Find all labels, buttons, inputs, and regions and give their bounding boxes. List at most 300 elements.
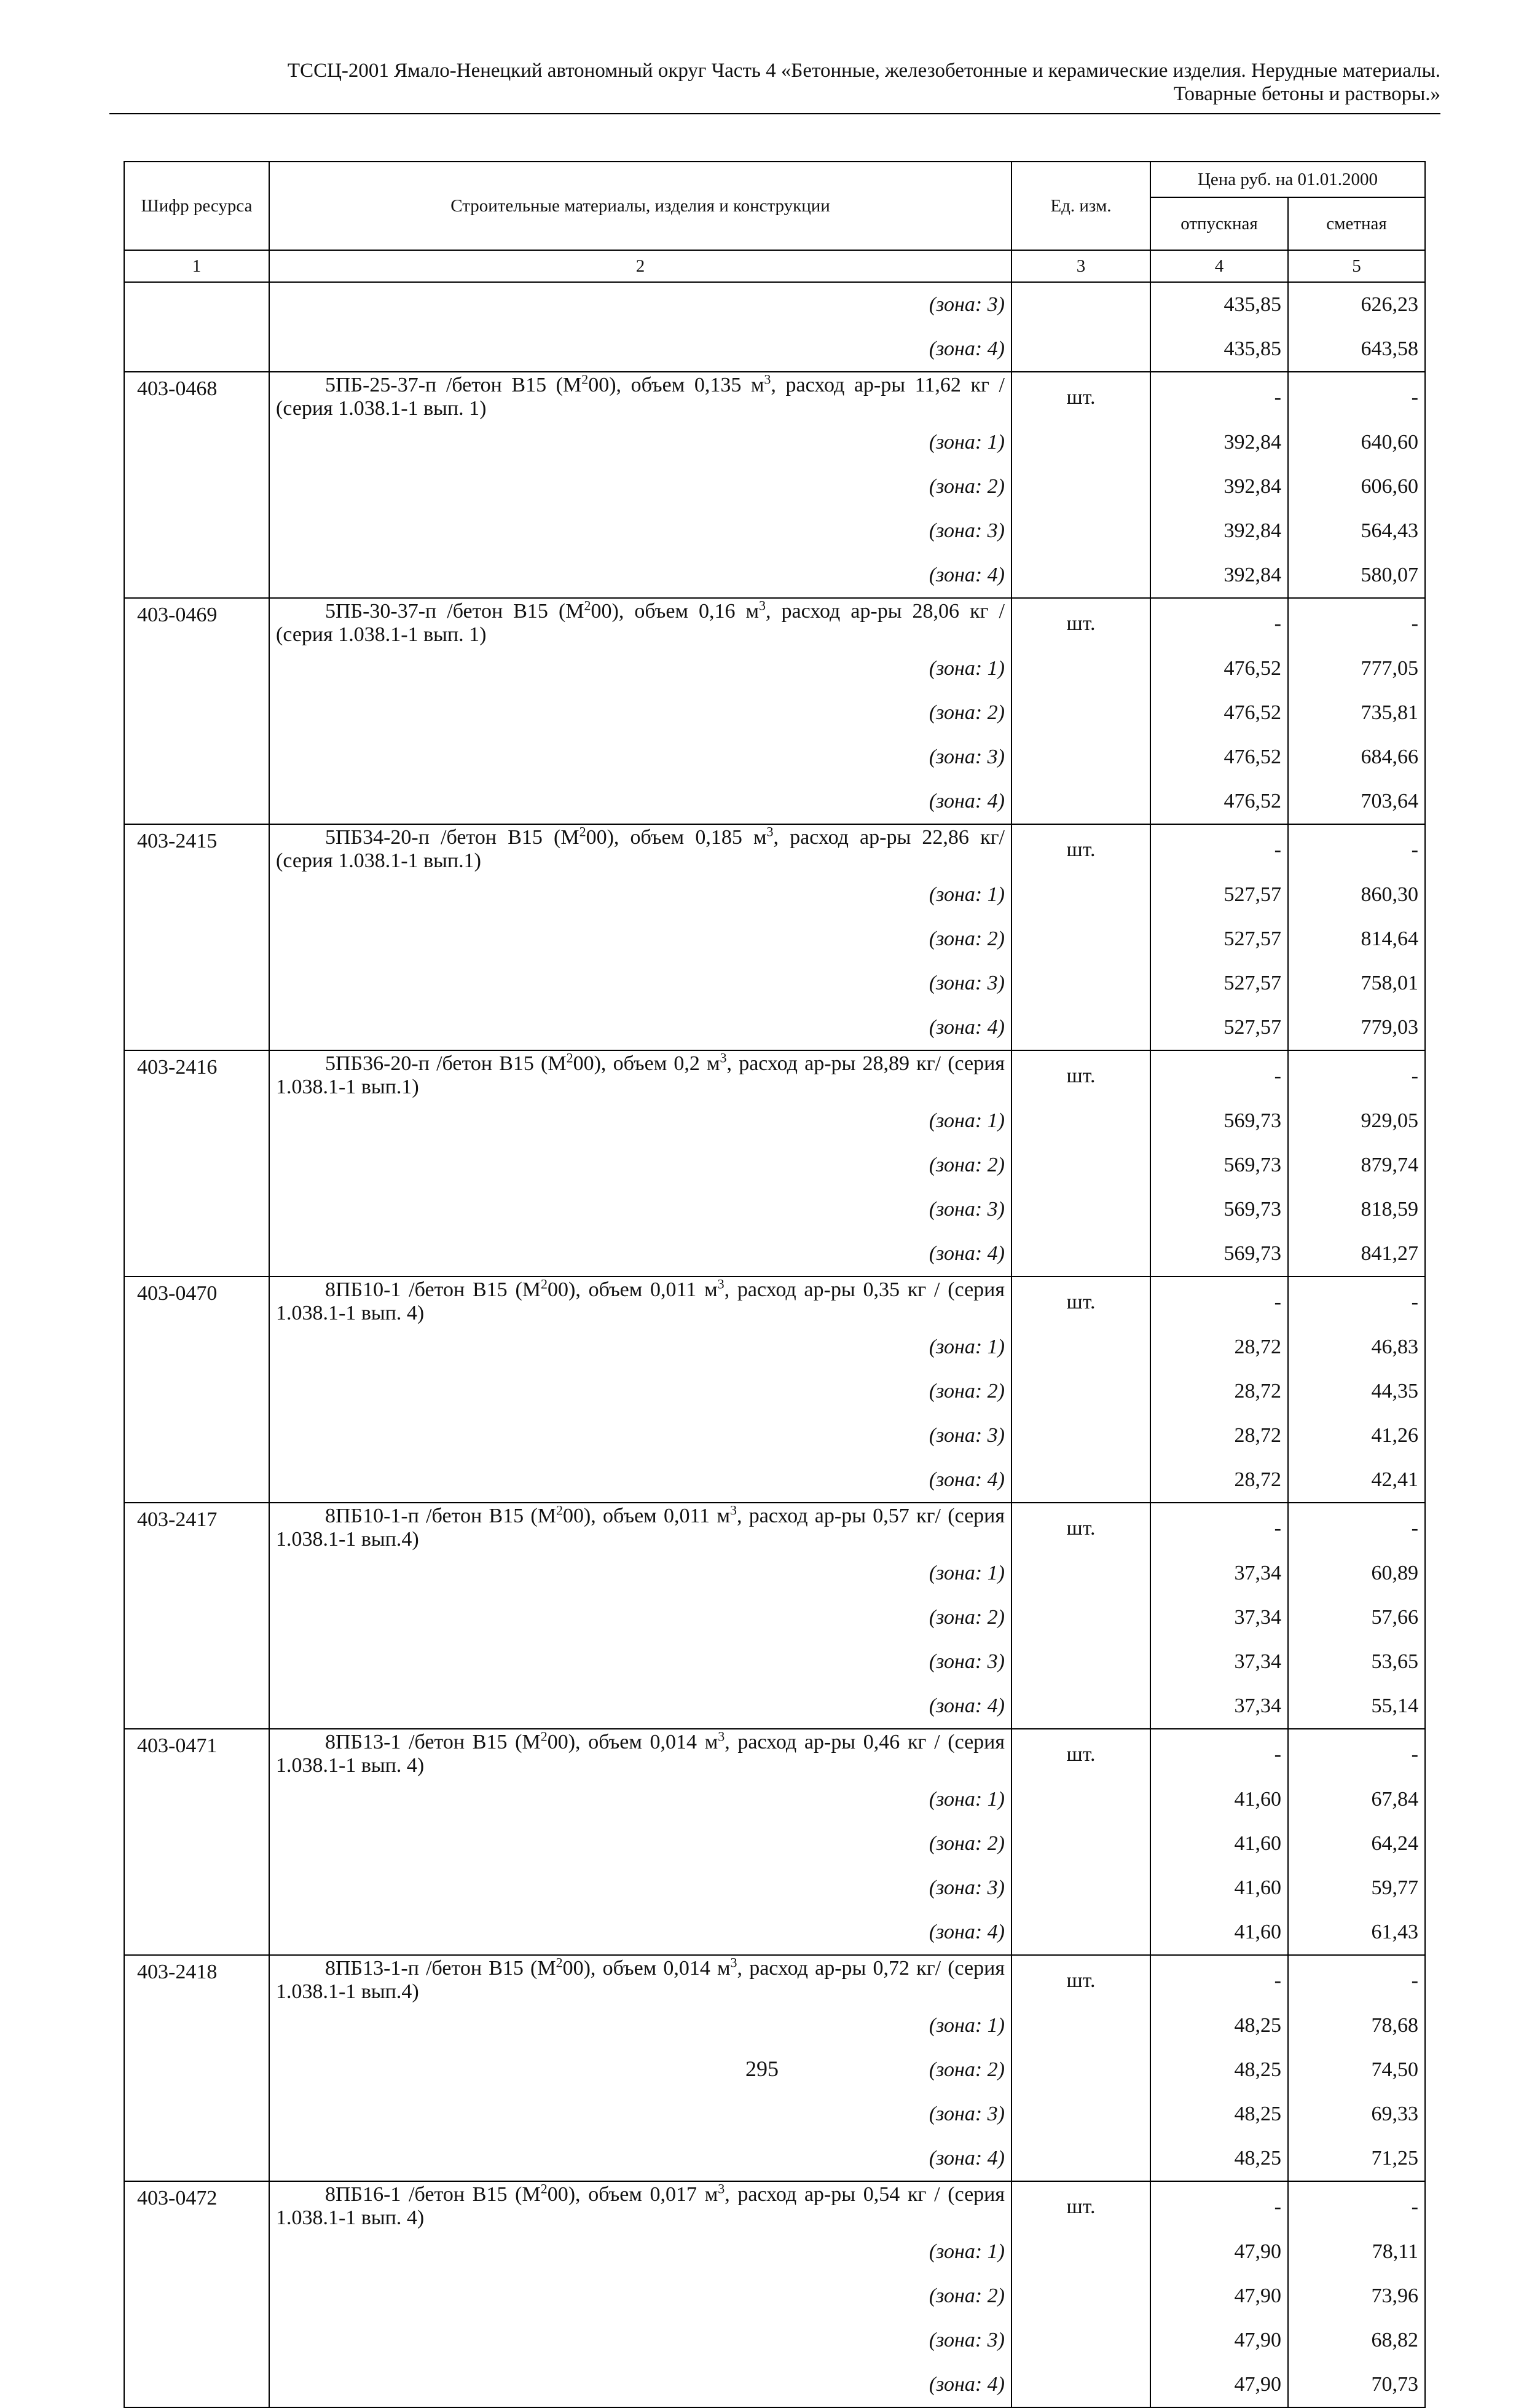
resource-code-cell: [124, 2004, 269, 2048]
release-price: 28,72: [1150, 1369, 1288, 1414]
col-number: 4: [1150, 250, 1288, 282]
release-price: 392,84: [1150, 509, 1288, 553]
release-price: 48,25: [1150, 2004, 1288, 2048]
release-price: 392,84: [1150, 420, 1288, 465]
release-price: 527,57: [1150, 961, 1288, 1005]
zone-row: [124, 961, 1425, 1005]
resource-code-cell: [124, 1232, 269, 1277]
unit-cell: [1011, 1232, 1150, 1277]
resource-code-cell: [124, 420, 269, 465]
description-text: 00), объем 0,017 м: [547, 2183, 718, 2206]
description-text: , расход ар-ры 28,89 кг/ (серия 1.038.1-1 вып.1): [276, 1052, 1005, 1098]
superscript: 2: [556, 1954, 563, 1970]
estimate-price: 55,14: [1288, 1684, 1425, 1729]
unit-cell: [1011, 691, 1150, 735]
zone-row: [124, 691, 1425, 735]
release-price: 527,57: [1150, 873, 1288, 917]
superscript: 3: [764, 371, 771, 387]
unit-cell: шт.: [1011, 1729, 1150, 1777]
table-body: [124, 282, 1425, 2407]
zone-row: [124, 735, 1425, 779]
unit-cell: [1011, 779, 1150, 824]
zone-row: [124, 1458, 1425, 1503]
release-price: 48,25: [1150, 2048, 1288, 2092]
resource-code-cell: [124, 1777, 269, 1822]
col-header-code: Шифр ресурса: [124, 162, 269, 250]
release-price: 28,72: [1150, 1458, 1288, 1503]
resource-code-cell: [124, 735, 269, 779]
zone-label: (зона: 3): [269, 1640, 1011, 1684]
estimate-price: -: [1288, 1955, 1425, 2004]
item-description: [269, 1729, 1011, 1777]
release-price: 569,73: [1150, 1143, 1288, 1187]
zone-row: [124, 327, 1425, 372]
estimate-price: 580,07: [1288, 553, 1425, 598]
unit-cell: шт.: [1011, 2181, 1150, 2230]
zone-row: [124, 1099, 1425, 1143]
release-price: 47,90: [1150, 2230, 1288, 2274]
zone-label: (зона: 4): [269, 1232, 1011, 1277]
estimate-price: 42,41: [1288, 1458, 1425, 1503]
estimate-price: 59,77: [1288, 1866, 1425, 1910]
estimate-price: 41,26: [1288, 1414, 1425, 1458]
estimate-price: 60,89: [1288, 1551, 1425, 1595]
description-text: 00), объем 0,16 м: [591, 600, 760, 623]
superscript: 3: [766, 824, 774, 840]
description-text: , расход ар-ры 0,35 кг / (серия 1.038.1-1 вып. 4): [276, 1278, 1005, 1324]
resource-code-cell: [124, 509, 269, 553]
zone-label: (зона: 4): [269, 1458, 1011, 1503]
unit-cell: [1011, 1414, 1150, 1458]
item-description: [269, 2181, 1011, 2230]
zone-row: [124, 553, 1425, 598]
zone-label: (зона: 1): [269, 2004, 1011, 2048]
release-price: 569,73: [1150, 1232, 1288, 1277]
estimate-price: -: [1288, 1729, 1425, 1777]
unit-cell: [1011, 327, 1150, 372]
zone-row: [124, 2318, 1425, 2363]
resource-code-cell: [124, 2363, 269, 2407]
item-description: [269, 1955, 1011, 2004]
resource-code-cell: [124, 1640, 269, 1684]
description-text: 00), объем 0,011 м: [562, 1505, 730, 1527]
description-text: 8ПБ16-1 /бетон В15 (М: [325, 2183, 541, 2206]
release-price: 47,90: [1150, 2318, 1288, 2363]
estimate-price: 703,64: [1288, 779, 1425, 824]
header-line-2: Товарные бетоны и растворы.»: [1173, 83, 1440, 105]
resource-code-cell: [124, 327, 269, 372]
zone-label: (зона: 1): [269, 873, 1011, 917]
unit-cell: [1011, 1551, 1150, 1595]
estimate-price: 879,74: [1288, 1143, 1425, 1187]
release-price: 37,34: [1150, 1640, 1288, 1684]
release-price: -: [1150, 1729, 1288, 1777]
release-price: 48,25: [1150, 2092, 1288, 2136]
item-row: [124, 1050, 1425, 1099]
description-text: 00), объем 0,014 м: [562, 1957, 731, 1980]
zone-row: [124, 1369, 1425, 1414]
resource-code: 403-2415: [124, 824, 269, 873]
estimate-price: -: [1288, 824, 1425, 873]
zone-row: [124, 1822, 1425, 1866]
estimate-price: 684,66: [1288, 735, 1425, 779]
estimate-price: 735,81: [1288, 691, 1425, 735]
header-line-1: ТССЦ-2001 Ямало-Ненецкий автономный округ Часть 4 «Бетонные, железобетонные и керамические изделия. Нерудные материалы.: [287, 60, 1440, 82]
resource-code-cell: [124, 1099, 269, 1143]
col-header-estimate: сметная: [1288, 197, 1425, 250]
resource-code-cell: [124, 2092, 269, 2136]
release-price: 47,90: [1150, 2363, 1288, 2407]
estimate-price: 643,58: [1288, 327, 1425, 372]
unit-cell: [1011, 1684, 1150, 1729]
zone-label: (зона: 3): [269, 1866, 1011, 1910]
estimate-price: 779,03: [1288, 1005, 1425, 1050]
unit-cell: [1011, 1866, 1150, 1910]
description-text: 5ПБ34-20-п /бетон В15 (М: [325, 826, 579, 849]
zone-row: [124, 917, 1425, 961]
resource-code-cell: [124, 1458, 269, 1503]
superscript: 3: [718, 2181, 725, 2197]
zone-row: [124, 2274, 1425, 2318]
resource-code-cell: [124, 1325, 269, 1369]
estimate-price: 78,68: [1288, 2004, 1425, 2048]
item-description: [269, 372, 1011, 420]
release-price: -: [1150, 1955, 1288, 2004]
unit-cell: шт.: [1011, 372, 1150, 420]
description-text: , расход ар-ры 11,62 кг / (серия 1.038.1-1 вып. 1): [276, 374, 1005, 420]
unit-cell: шт.: [1011, 1050, 1150, 1099]
resource-code-cell: [124, 1414, 269, 1458]
resource-code: 403-2416: [124, 1050, 269, 1099]
resource-code-cell: [124, 1822, 269, 1866]
description-text: , расход ар-ры 28,06 кг / (серия 1.038.1-1 вып. 1): [276, 600, 1005, 646]
release-price: 435,85: [1150, 282, 1288, 327]
release-price: 37,34: [1150, 1551, 1288, 1595]
description-text: , расход ар-ры 0,57 кг/ (серия 1.038.1-1 вып.4): [276, 1505, 1005, 1551]
resource-code-cell: [124, 1866, 269, 1910]
col-header-unit: Ед. изм.: [1011, 162, 1150, 250]
zone-row: [124, 647, 1425, 691]
release-price: 527,57: [1150, 1005, 1288, 1050]
zone-row: [124, 1684, 1425, 1729]
zone-label: (зона: 1): [269, 1551, 1011, 1595]
estimate-price: -: [1288, 2181, 1425, 2230]
estimate-price: 69,33: [1288, 2092, 1425, 2136]
zone-label: (зона: 1): [269, 647, 1011, 691]
zone-label: (зона: 4): [269, 553, 1011, 598]
release-price: 37,34: [1150, 1684, 1288, 1729]
col-header-price: Цена руб. на 01.01.2000: [1150, 162, 1425, 197]
zone-row: [124, 2092, 1425, 2136]
estimate-price: 818,59: [1288, 1187, 1425, 1232]
col-number: 3: [1011, 250, 1150, 282]
unit-cell: [1011, 1822, 1150, 1866]
table-header: [124, 162, 1425, 282]
release-price: 435,85: [1150, 327, 1288, 372]
superscript: 3: [718, 1728, 725, 1744]
resource-code: 403-0470: [124, 1277, 269, 1325]
unit-cell: [1011, 1910, 1150, 1955]
item-description: [269, 824, 1011, 873]
unit-cell: [1011, 2004, 1150, 2048]
estimate-price: 606,60: [1288, 465, 1425, 509]
resource-code: 403-0471: [124, 1729, 269, 1777]
description-text: , расход ар-ры 22,86 кг/ (серия 1.038.1-1 вып.1): [276, 826, 1005, 872]
zone-row: [124, 1777, 1425, 1822]
estimate-price: 640,60: [1288, 420, 1425, 465]
resource-code-cell: [124, 647, 269, 691]
zone-label: (зона: 4): [269, 2136, 1011, 2181]
unit-cell: [1011, 917, 1150, 961]
unit-cell: [1011, 1099, 1150, 1143]
zone-label: (зона: 1): [269, 420, 1011, 465]
zone-label: (зона: 4): [269, 779, 1011, 824]
zone-label: (зона: 2): [269, 691, 1011, 735]
item-row: [124, 1729, 1425, 1777]
zone-row: [124, 1595, 1425, 1640]
unit-cell: [1011, 509, 1150, 553]
running-header: [109, 59, 1440, 106]
estimate-price: 74,50: [1288, 2048, 1425, 2092]
unit-cell: [1011, 2363, 1150, 2407]
description-text: 8ПБ10-1 /бетон В15 (М: [325, 1278, 541, 1301]
zone-row: [124, 1866, 1425, 1910]
zone-label: (зона: 3): [269, 509, 1011, 553]
resource-code: 403-0472: [124, 2181, 269, 2230]
col-header-release: отпускная: [1150, 197, 1288, 250]
estimate-price: 814,64: [1288, 917, 1425, 961]
zone-label: (зона: 1): [269, 1325, 1011, 1369]
estimate-price: 929,05: [1288, 1099, 1425, 1143]
zone-label: (зона: 4): [269, 327, 1011, 372]
unit-cell: [1011, 1005, 1150, 1050]
resource-code-cell: [124, 465, 269, 509]
unit-cell: [1011, 2092, 1150, 2136]
zone-row: [124, 2363, 1425, 2407]
estimate-price: 860,30: [1288, 873, 1425, 917]
release-price: 569,73: [1150, 1187, 1288, 1232]
description-text: 5ПБ-25-37-п /бетон В15 (М: [325, 374, 582, 396]
zone-label: (зона: 2): [269, 1595, 1011, 1640]
unit-cell: [1011, 1458, 1150, 1503]
unit-cell: шт.: [1011, 824, 1150, 873]
estimate-price: 61,43: [1288, 1910, 1425, 1955]
description-text: 00), объем 0,011 м: [548, 1278, 718, 1301]
resource-code-cell: [124, 691, 269, 735]
zone-row: [124, 282, 1425, 327]
zone-row: [124, 1640, 1425, 1684]
unit-cell: [1011, 1325, 1150, 1369]
zone-label: (зона: 4): [269, 1005, 1011, 1050]
estimate-price: -: [1288, 598, 1425, 647]
zone-row: [124, 2136, 1425, 2181]
unit-cell: [1011, 961, 1150, 1005]
resource-code: 403-2417: [124, 1503, 269, 1551]
zone-row: [124, 1187, 1425, 1232]
description-text: 8ПБ13-1 /бетон В15 (М: [325, 1731, 541, 1753]
release-price: 48,25: [1150, 2136, 1288, 2181]
unit-cell: [1011, 465, 1150, 509]
estimate-price: 53,65: [1288, 1640, 1425, 1684]
zone-label: (зона: 3): [269, 1187, 1011, 1232]
release-price: -: [1150, 598, 1288, 647]
zone-label: (зона: 1): [269, 2230, 1011, 2274]
zone-row: [124, 1910, 1425, 1955]
zone-label: (зона: 1): [269, 1099, 1011, 1143]
item-description: [269, 1050, 1011, 1099]
release-price: 476,52: [1150, 647, 1288, 691]
unit-cell: [1011, 1187, 1150, 1232]
col-number: 1: [124, 250, 269, 282]
item-description: [269, 1503, 1011, 1551]
zone-row: [124, 1414, 1425, 1458]
estimate-price: -: [1288, 1050, 1425, 1099]
zone-row: [124, 1143, 1425, 1187]
resource-code-cell: [124, 1187, 269, 1232]
release-price: 41,60: [1150, 1822, 1288, 1866]
zone-row: [124, 2004, 1425, 2048]
item-row: [124, 1955, 1425, 2004]
zone-label: (зона: 4): [269, 2363, 1011, 2407]
zone-label: (зона: 2): [269, 1143, 1011, 1187]
resource-code-cell: [124, 1684, 269, 1729]
estimate-price: 57,66: [1288, 1595, 1425, 1640]
resource-code-cell: [124, 1143, 269, 1187]
unit-cell: [1011, 647, 1150, 691]
item-row: [124, 598, 1425, 647]
resource-code-cell: [124, 553, 269, 598]
item-row: [124, 1503, 1425, 1551]
description-text: 00), объем 0,014 м: [547, 1731, 718, 1753]
resource-code-cell: [124, 1551, 269, 1595]
release-price: 47,90: [1150, 2274, 1288, 2318]
unit-cell: [1011, 1640, 1150, 1684]
superscript: 2: [556, 1502, 563, 1518]
zone-label: (зона: 3): [269, 2092, 1011, 2136]
zone-row: [124, 779, 1425, 824]
zone-row: [124, 1551, 1425, 1595]
estimate-price: 564,43: [1288, 509, 1425, 553]
resource-code-cell: [124, 2274, 269, 2318]
release-price: 41,60: [1150, 1866, 1288, 1910]
col-number: 2: [269, 250, 1011, 282]
resource-code-cell: [124, 2230, 269, 2274]
unit-cell: [1011, 735, 1150, 779]
item-row: [124, 372, 1425, 420]
release-price: 569,73: [1150, 1099, 1288, 1143]
resource-code-cell: [124, 873, 269, 917]
estimate-price: 73,96: [1288, 2274, 1425, 2318]
zone-label: (зона: 3): [269, 735, 1011, 779]
estimate-price: 78,11: [1288, 2230, 1425, 2274]
zone-label: (зона: 4): [269, 1684, 1011, 1729]
superscript: 2: [579, 824, 586, 840]
resource-code-cell: [124, 1005, 269, 1050]
estimate-price: 64,24: [1288, 1822, 1425, 1866]
zone-label: (зона: 3): [269, 1414, 1011, 1458]
superscript: 2: [584, 597, 591, 613]
zone-row: [124, 1325, 1425, 1369]
resource-code-cell: [124, 2136, 269, 2181]
superscript: 3: [717, 1276, 725, 1292]
superscript: 3: [729, 1502, 737, 1518]
zone-row: [124, 465, 1425, 509]
estimate-price: 626,23: [1288, 282, 1425, 327]
zone-label: (зона: 3): [269, 2318, 1011, 2363]
column-numbers-row: [124, 250, 1425, 282]
description-text: , расход ар-ры 0,46 кг / (серия 1.038.1-1 вып. 4): [276, 1731, 1005, 1777]
zone-label: (зона: 2): [269, 1822, 1011, 1866]
unit-cell: шт.: [1011, 1955, 1150, 2004]
item-row: [124, 1277, 1425, 1325]
item-row: [124, 824, 1425, 873]
superscript: 2: [541, 1276, 548, 1292]
unit-cell: [1011, 420, 1150, 465]
page-number: 295: [745, 2056, 779, 2081]
resource-code-cell: [124, 1910, 269, 1955]
zone-label: (зона: 2): [269, 465, 1011, 509]
superscript: 2: [566, 1050, 573, 1066]
superscript: 2: [540, 1728, 548, 1744]
zone-row: [124, 873, 1425, 917]
zone-label: (зона: 3): [269, 282, 1011, 327]
release-price: 476,52: [1150, 735, 1288, 779]
resource-code-cell: [124, 282, 269, 327]
item-row: [124, 2181, 1425, 2230]
description-text: 00), объем 0,2 м: [573, 1052, 720, 1075]
unit-cell: [1011, 1777, 1150, 1822]
superscript: 2: [581, 371, 589, 387]
header-rule: [109, 113, 1440, 114]
unit-cell: [1011, 2230, 1150, 2274]
unit-cell: шт.: [1011, 1503, 1150, 1551]
unit-cell: шт.: [1011, 598, 1150, 647]
col-number: 5: [1288, 250, 1425, 282]
unit-cell: [1011, 2318, 1150, 2363]
superscript: 2: [540, 2181, 548, 2197]
col-header-name: Строительные материалы, изделия и конструкции: [269, 162, 1011, 250]
unit-cell: [1011, 1595, 1150, 1640]
description-text: 8ПБ10-1-п /бетон В15 (М: [325, 1505, 556, 1527]
zone-label: (зона: 3): [269, 961, 1011, 1005]
unit-cell: [1011, 2274, 1150, 2318]
unit-cell: [1011, 553, 1150, 598]
release-price: 28,72: [1150, 1325, 1288, 1369]
zone-row: [124, 1005, 1425, 1050]
estimate-price: 758,01: [1288, 961, 1425, 1005]
unit-cell: [1011, 1143, 1150, 1187]
unit-cell: [1011, 873, 1150, 917]
release-price: 41,60: [1150, 1910, 1288, 1955]
item-description: [269, 1277, 1011, 1325]
resource-code: 403-0468: [124, 372, 269, 420]
release-price: 476,52: [1150, 691, 1288, 735]
estimate-price: -: [1288, 372, 1425, 420]
release-price: 392,84: [1150, 553, 1288, 598]
release-price: 37,34: [1150, 1595, 1288, 1640]
estimate-price: -: [1288, 1503, 1425, 1551]
zone-label: (зона: 1): [269, 1777, 1011, 1822]
zone-row: [124, 420, 1425, 465]
release-price: -: [1150, 1050, 1288, 1099]
estimate-price: 841,27: [1288, 1232, 1425, 1277]
resource-code-cell: [124, 2318, 269, 2363]
unit-cell: [1011, 1369, 1150, 1414]
release-price: 41,60: [1150, 1777, 1288, 1822]
zone-label: (зона: 2): [269, 2048, 1011, 2092]
description-text: , расход ар-ры 0,54 кг / (серия 1.038.1-1 вып. 4): [276, 2183, 1005, 2229]
estimate-price: 67,84: [1288, 1777, 1425, 1822]
